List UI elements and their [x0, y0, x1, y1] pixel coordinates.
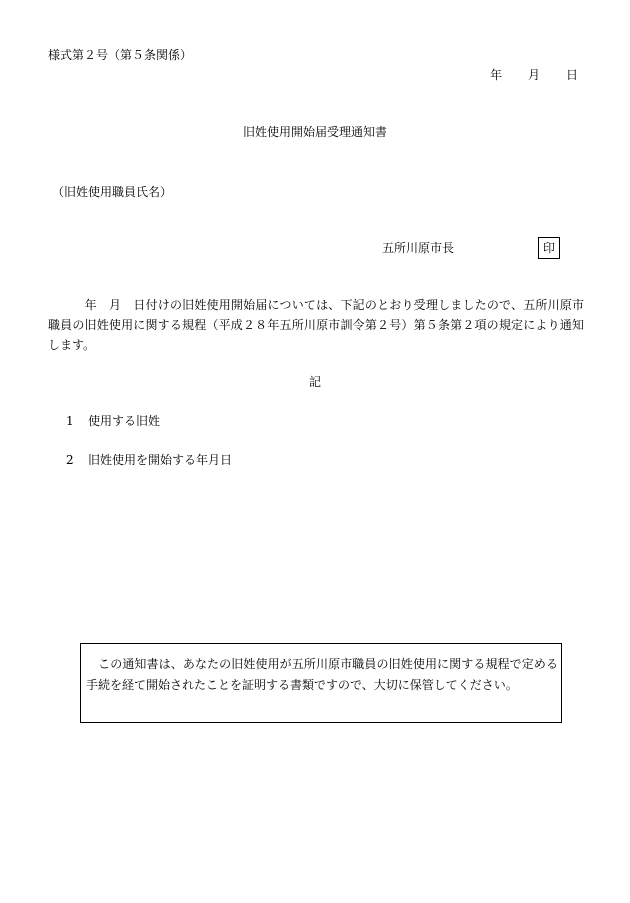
recipient-name-label: （旧姓使用職員氏名） — [52, 185, 173, 199]
date-year-label: 年 — [489, 68, 502, 82]
date-line — [490, 66, 578, 85]
document-title: 旧姓使用開始届受理通知書 — [242, 125, 387, 139]
date-month-label: 月 — [527, 68, 540, 82]
notice-text: この通知書は、あなたの旧姓使用が五所川原市職員の旧姓使用に関する規程で定める手続を経て開始されたことを証明する書類ですので、大切に保管してください。 — [86, 657, 558, 692]
list-item — [66, 451, 232, 470]
body-paragraph: 年 月 日付けの旧姓使用開始届については、下記のとおり受理しましたので、五所川原市職員の旧姓使用に関する規程（平成２８年五所川原市訓令第２号）第５条第２項の規定により通知します。 — [48, 298, 584, 352]
seal-box: 印 — [538, 237, 560, 259]
notice-box — [80, 643, 562, 723]
date-day-label: 日 — [565, 68, 578, 82]
form-number: 様式第２号（第５条関係） — [48, 48, 193, 62]
issuer-name: 五所川原市長 — [382, 241, 455, 255]
item-number: 1 — [66, 414, 74, 428]
list-item — [66, 412, 160, 431]
item-number: 2 — [66, 453, 74, 467]
item-label: 旧姓使用を開始する年月日 — [88, 453, 233, 467]
item-label: 使用する旧姓 — [88, 414, 161, 428]
ki-heading: 記 — [308, 375, 321, 389]
